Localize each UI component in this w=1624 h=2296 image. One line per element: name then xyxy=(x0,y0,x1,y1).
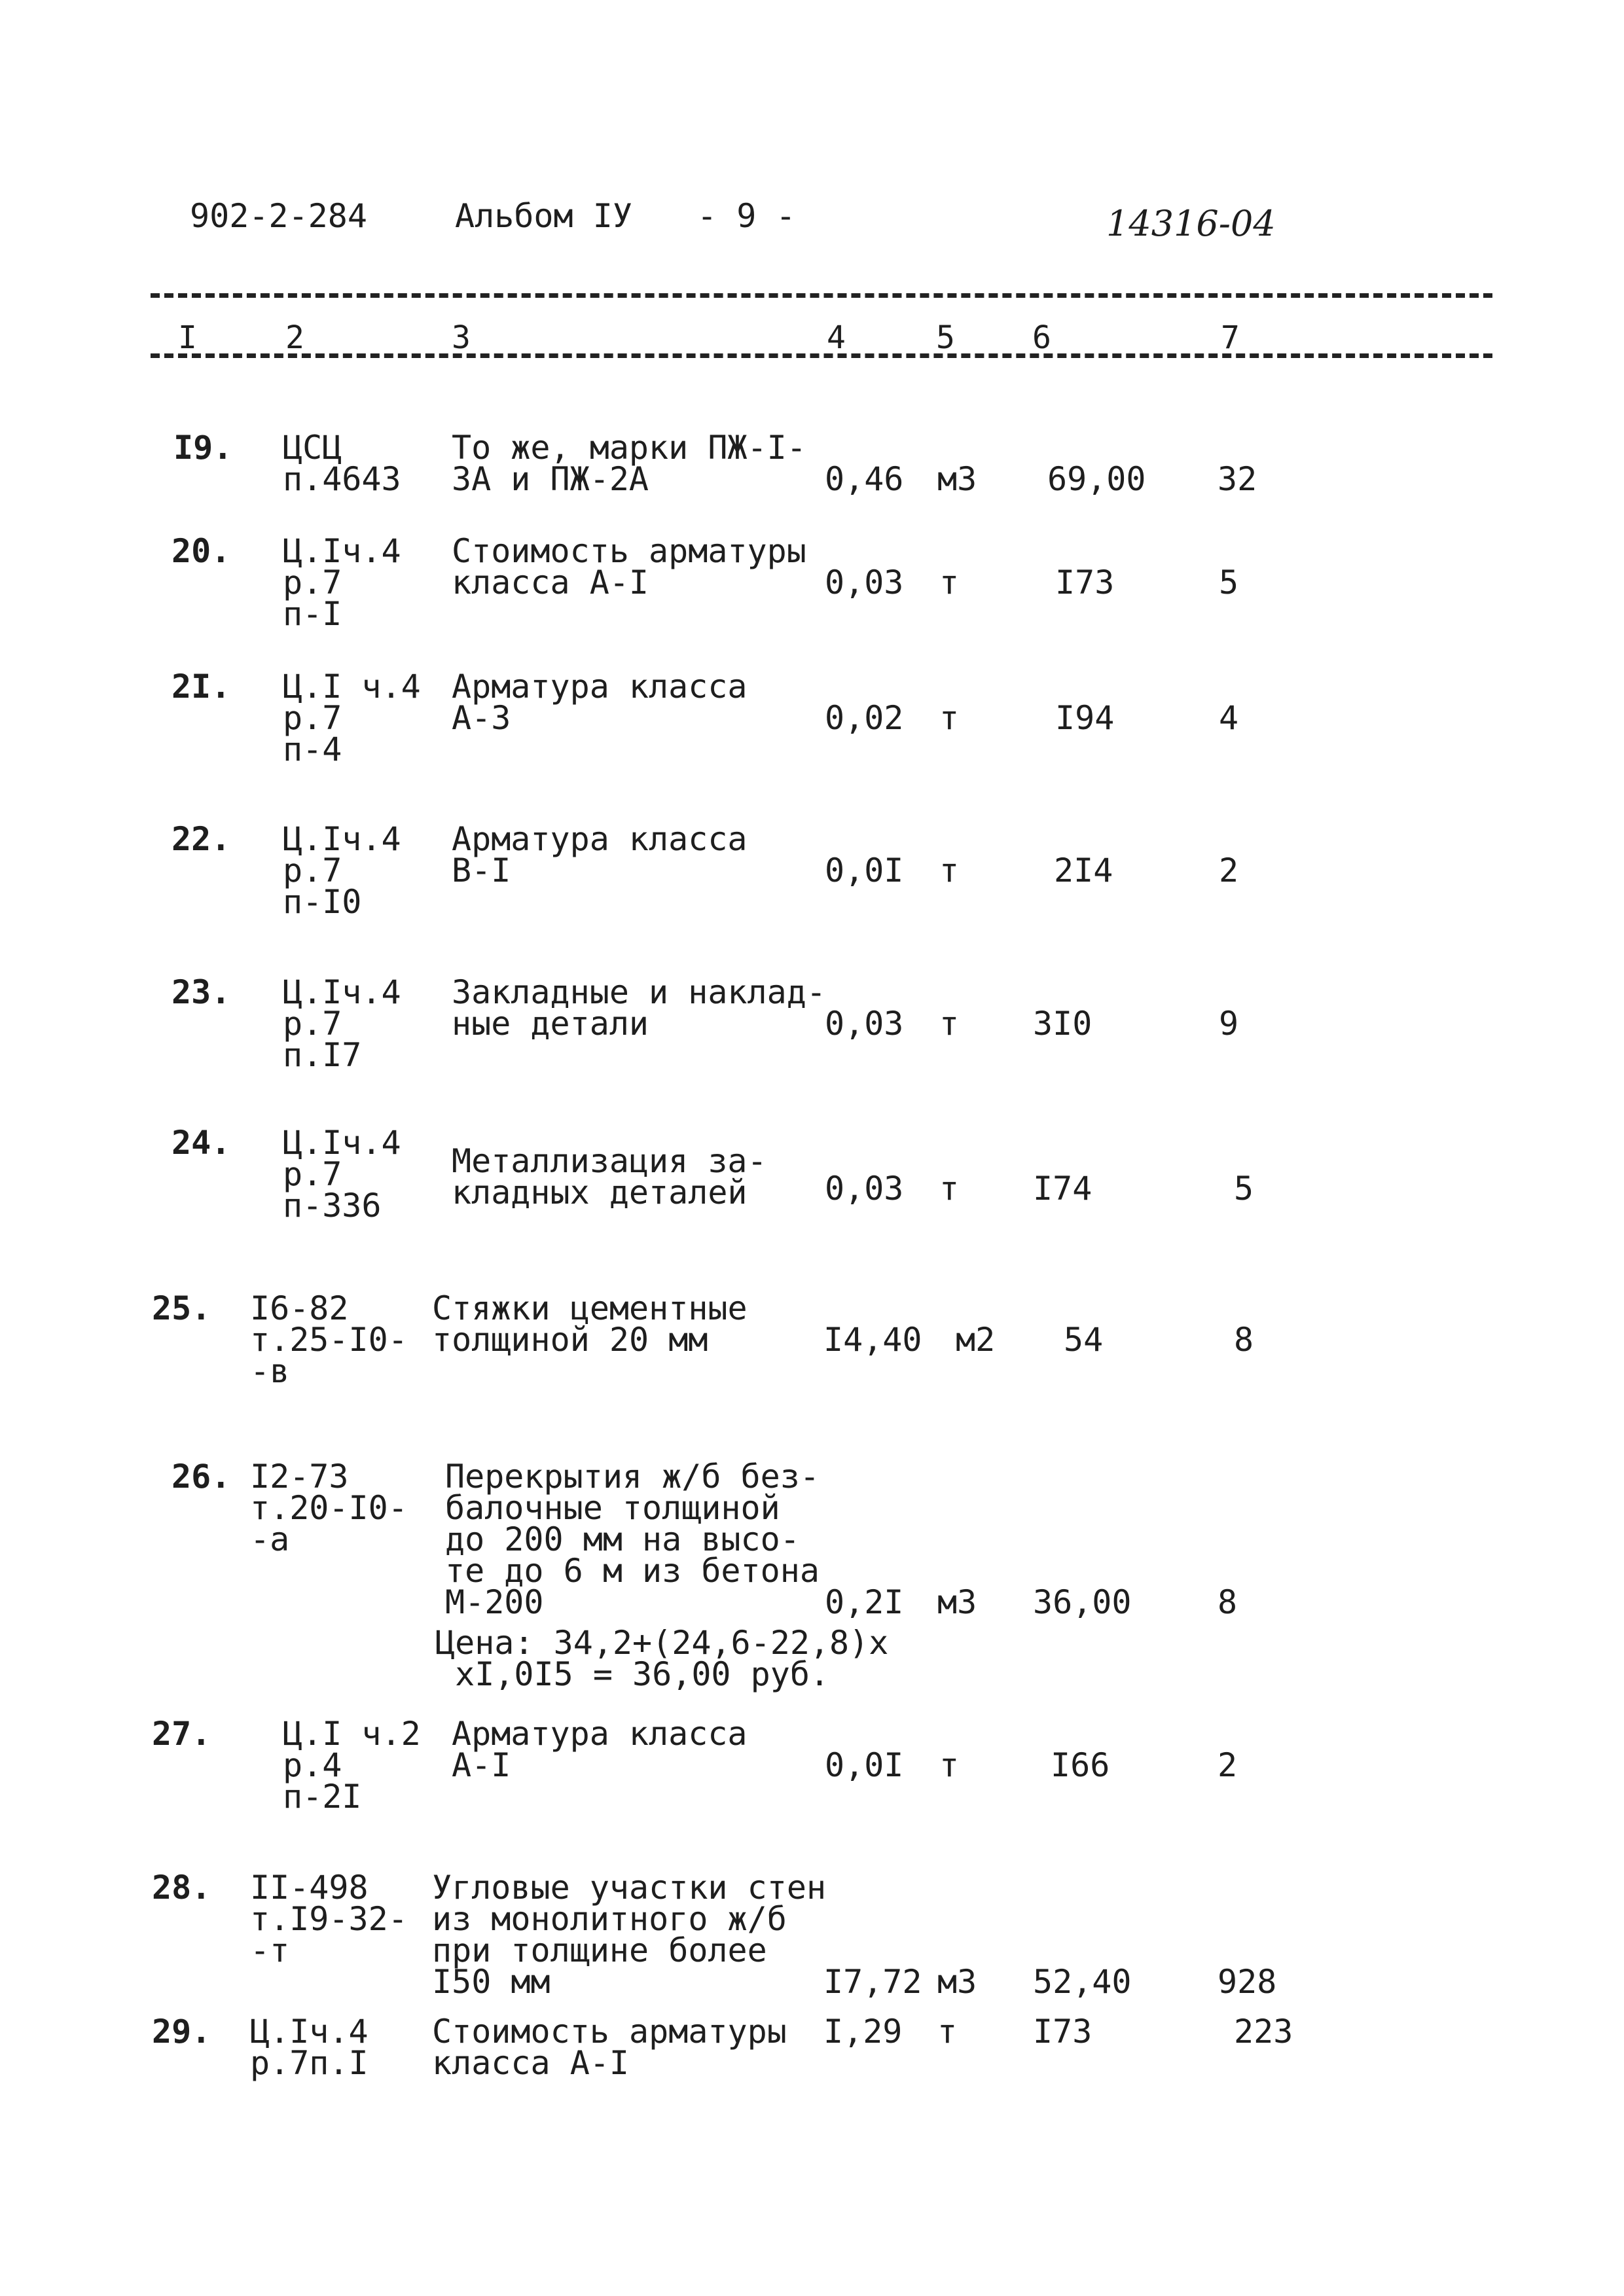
quantity: 0,03 xyxy=(825,564,904,601)
total-cost: 32 xyxy=(1218,460,1257,498)
work-description: Закладные и наклад- ные детали xyxy=(452,973,826,1043)
row-number: 29. xyxy=(152,2013,211,2051)
handwritten-number: 14316-04 xyxy=(1106,203,1276,244)
row-number: 26. xyxy=(171,1458,231,1496)
price-reference: Ц.Iч.4 р.7 п-I0 xyxy=(283,820,401,921)
unit-price: I73 xyxy=(1033,2013,1092,2051)
work-description: Перекрытия ж/б без- балочные толщиной до 200 мм на высо- те до 6 м из бетона М-200 xyxy=(445,1458,820,1621)
row-number: I9. xyxy=(173,429,233,467)
total-cost: 2 xyxy=(1219,852,1239,889)
price-reference: I6-82 т.25-I0- -в xyxy=(250,1289,408,1390)
price-reference: Ц.Iч.4 р.7 п-336 xyxy=(283,1124,401,1225)
row-number: 27. xyxy=(152,1715,211,1753)
work-description: Арматура класса А-I xyxy=(452,1715,748,1784)
price-reference: I2-73 т.20-I0- -а xyxy=(250,1458,408,1558)
work-description: Стяжки цементные толщиной 20 мм xyxy=(432,1289,748,1359)
price-reference: Ц.I ч.2 р.4 п-2I xyxy=(283,1715,421,1816)
quantity: I,29 xyxy=(823,2013,903,2051)
row-number: 20. xyxy=(171,532,231,570)
column-header-1: I xyxy=(178,319,197,356)
unit: т xyxy=(937,2013,958,2051)
unit: т xyxy=(939,1170,960,1208)
column-header-5: 5 xyxy=(936,319,955,356)
quantity: I4,40 xyxy=(823,1321,922,1359)
unit: т xyxy=(939,1746,960,1784)
unit: м2 xyxy=(956,1321,996,1359)
unit: т xyxy=(939,564,960,601)
column-header-divider xyxy=(151,353,1492,358)
work-description: Стоимость арматуры класса А-I xyxy=(452,532,806,601)
total-cost: 4 xyxy=(1219,699,1239,737)
album-label: Альбом IУ xyxy=(455,197,632,235)
quantity: 0,0I xyxy=(825,852,904,889)
unit-price: 69,00 xyxy=(1047,460,1146,498)
page-number: - 9 - xyxy=(697,197,796,235)
unit: т xyxy=(939,699,960,737)
quantity: 0,2I xyxy=(825,1583,904,1621)
unit-price: I66 xyxy=(1051,1746,1110,1784)
work-description: То же, марки ПЖ-I- ЗА и ПЖ-2А xyxy=(452,429,806,498)
column-header-4: 4 xyxy=(827,319,846,356)
price-reference: Ц.Iч.4 р.7 п-I xyxy=(283,532,401,633)
quantity: 0,03 xyxy=(825,1170,904,1208)
quantity: 0,02 xyxy=(825,699,904,737)
price-reference: Ц.Iч.4 р.7п.I xyxy=(250,2013,369,2082)
unit: м3 xyxy=(937,460,977,498)
unit-price: 3I0 xyxy=(1033,1005,1092,1043)
total-cost: 9 xyxy=(1219,1005,1239,1043)
unit: т xyxy=(939,1005,960,1043)
unit: м3 xyxy=(937,1583,977,1621)
quantity: 0,46 xyxy=(825,460,904,498)
total-cost: 928 xyxy=(1218,1963,1277,2001)
work-description: Арматура класса А-3 xyxy=(452,668,748,737)
total-cost: 8 xyxy=(1218,1583,1238,1621)
total-cost: 8 xyxy=(1234,1321,1254,1359)
work-description: Угловые участки стен из монолитного ж/б при толщине более I50 мм xyxy=(432,1869,827,2001)
row-number: 28. xyxy=(152,1869,211,1907)
unit: м3 xyxy=(937,1963,977,2001)
header-divider xyxy=(151,293,1492,298)
unit-price: 2I4 xyxy=(1054,852,1113,889)
work-description: Металлизация за- кладных деталей xyxy=(452,1142,767,1211)
price-reference: Ц.I ч.4 р.7 п-4 xyxy=(283,668,421,768)
price-reference: II-498 т.I9-32- -т xyxy=(250,1869,408,1969)
column-header-3: 3 xyxy=(452,319,471,356)
unit-price: I74 xyxy=(1033,1170,1092,1208)
quantity: I7,72 xyxy=(823,1963,922,2001)
row-number: 25. xyxy=(152,1289,211,1327)
work-description: Стоимость арматуры класса А-I xyxy=(432,2013,787,2082)
column-header-7: 7 xyxy=(1221,319,1240,356)
unit-price: I73 xyxy=(1055,564,1115,601)
unit-price: 36,00 xyxy=(1033,1583,1132,1621)
total-cost: 5 xyxy=(1234,1170,1254,1208)
unit-price: I94 xyxy=(1055,699,1115,737)
total-cost: 5 xyxy=(1219,564,1239,601)
work-description: Арматура класса В-I xyxy=(452,820,748,889)
row-number: 23. xyxy=(171,973,231,1011)
price-calculation-note: Цена: 34,2+(24,6-22,8)х хI,0I5 = 36,00 руб. xyxy=(435,1624,889,1693)
column-header-2: 2 xyxy=(285,319,304,356)
row-number: 22. xyxy=(171,820,231,858)
price-reference: Ц.Iч.4 р.7 п.I7 xyxy=(283,973,401,1074)
total-cost: 2 xyxy=(1218,1746,1238,1784)
unit-price: 54 xyxy=(1064,1321,1104,1359)
quantity: 0,03 xyxy=(825,1005,904,1043)
unit: т xyxy=(939,852,960,889)
column-header-6: 6 xyxy=(1032,319,1051,356)
row-number: 24. xyxy=(171,1124,231,1162)
total-cost: 223 xyxy=(1234,2013,1293,2051)
row-number: 2I. xyxy=(171,668,231,706)
unit-price: 52,40 xyxy=(1033,1963,1132,2001)
quantity: 0,0I xyxy=(825,1746,904,1784)
price-reference: ЦСЦ п.4643 xyxy=(283,429,401,498)
document-code: 902-2-284 xyxy=(190,197,367,235)
